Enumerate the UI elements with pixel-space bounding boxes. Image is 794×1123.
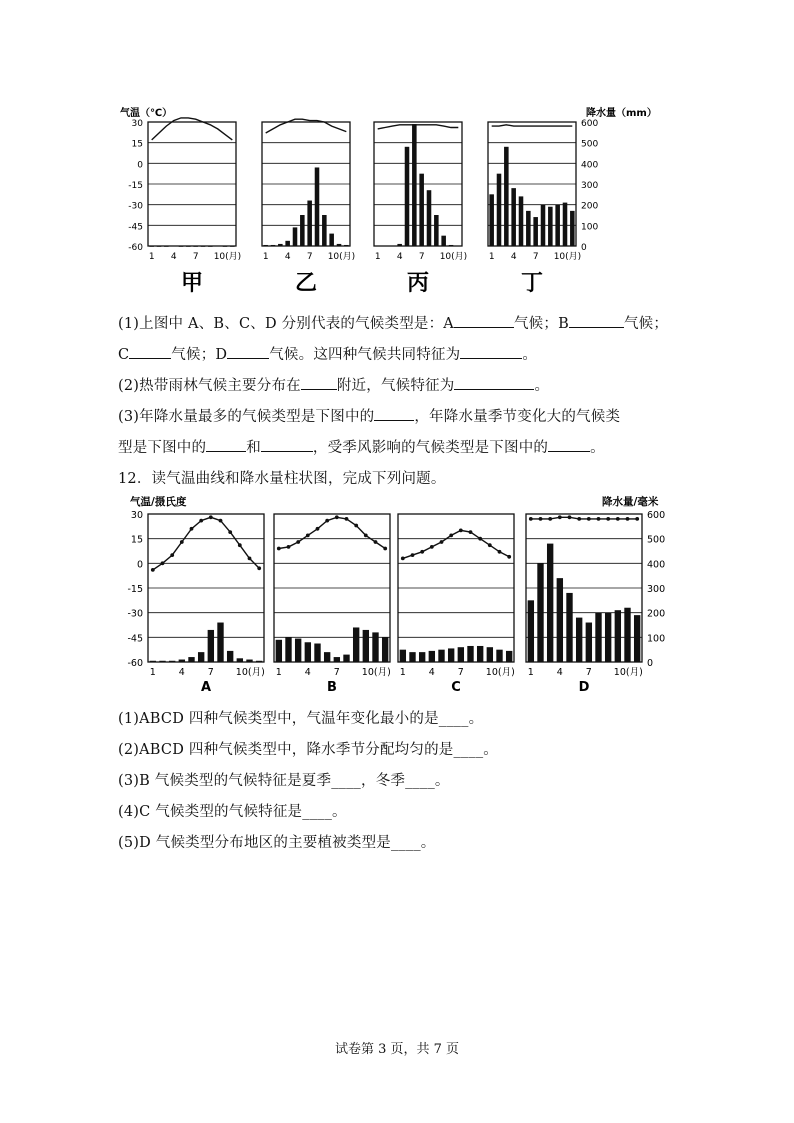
question-3-line-2 <box>118 436 605 457</box>
temperature-point <box>364 534 368 538</box>
precipitation-bar <box>547 544 553 662</box>
temperature-point <box>287 545 291 549</box>
temperature-point <box>277 547 281 551</box>
temperature-curve <box>492 125 573 126</box>
precipitation-bar <box>159 661 165 662</box>
x-tick-label: 7 <box>333 667 340 678</box>
right-tick-label: 600 <box>647 510 666 521</box>
x-tick-label: 1 <box>374 252 381 262</box>
x-tick-label: 4 <box>170 252 177 262</box>
temperature-point <box>606 517 610 521</box>
temperature-point <box>498 550 502 554</box>
temperature-point <box>577 517 581 521</box>
temperature-point <box>440 540 444 544</box>
x-tick-label: 1 <box>148 252 155 262</box>
precipitation-bar <box>157 246 162 247</box>
temperature-point <box>325 519 329 523</box>
temperature-point <box>335 515 339 519</box>
temperature-curve <box>531 517 637 519</box>
x-tick-label: 7 <box>585 667 592 678</box>
precipitation-bar <box>519 196 524 246</box>
precipitation-bar <box>624 608 630 662</box>
temperature-point <box>151 568 155 572</box>
climate-chart-figure-1 <box>116 100 660 300</box>
temperature-point <box>374 540 378 544</box>
temperature-point <box>219 519 223 523</box>
answer-blank[interactable] <box>454 375 534 390</box>
q3-text-b: ，年降水量季节变化大的气候类 <box>414 409 621 425</box>
temperature-point <box>306 534 310 538</box>
answer-blank[interactable] <box>374 406 414 421</box>
right-tick-label: 400 <box>581 160 599 171</box>
x-tick-label: 4 <box>304 667 311 678</box>
right-tick-label: 200 <box>647 608 666 620</box>
temperature-point <box>459 529 463 533</box>
fig2-panel-4 <box>526 514 643 678</box>
fig2-left-ticks <box>127 510 143 669</box>
page-footer: 试卷第 3 页，共 7 页 <box>334 1042 460 1057</box>
precipitation-bar <box>441 236 446 246</box>
temperature-point <box>401 557 405 561</box>
right-tick-label: 400 <box>647 559 666 571</box>
right-tick-label: 0 <box>581 243 587 253</box>
q1-text-c: 气候； <box>623 316 669 332</box>
x-tick-label: 10(月) <box>235 667 265 678</box>
precipitation-bar <box>179 660 185 662</box>
precipitation-bar <box>400 650 406 662</box>
temperature-curve <box>153 517 259 570</box>
x-tick-label: 4 <box>428 667 435 678</box>
precipitation-bar <box>307 201 312 246</box>
fig1-left-axis-label: 气温（℃） <box>120 108 173 119</box>
precipitation-bar <box>171 246 176 247</box>
fig1-panel-labels <box>181 271 543 296</box>
right-tick-label: 600 <box>581 119 599 129</box>
precipitation-bar <box>496 650 502 662</box>
left-tick-label: 0 <box>137 160 143 171</box>
temperature-point <box>170 553 174 557</box>
x-tick-label: 4 <box>556 667 563 678</box>
precipitation-bar <box>293 227 298 246</box>
temperature-point <box>180 540 184 544</box>
precipitation-bar <box>188 657 194 662</box>
precipitation-bar <box>322 215 327 246</box>
temperature-point <box>626 517 630 521</box>
panel-label: 丙 <box>406 271 430 296</box>
x-tick-label: 7 <box>207 667 214 678</box>
x-tick-label: 10(月) <box>327 252 356 262</box>
precipitation-bar <box>397 244 402 246</box>
precipitation-bar <box>511 188 516 246</box>
precipitation-bar <box>285 241 290 246</box>
fig2-left-axis-label: 气温/摄氏度 <box>130 496 187 508</box>
question-12-intro: 12．读气温曲线和降水量柱状图，完成下列问题。 <box>118 471 446 487</box>
sub-question-3: (3)B 气候类型的气候特征是夏季____，冬季____。 <box>118 773 450 789</box>
precipitation-bar <box>217 623 223 662</box>
fig2-panel-labels <box>201 680 590 695</box>
temperature-curve <box>279 517 385 548</box>
left-tick-label: 30 <box>130 510 143 521</box>
temperature-point <box>411 553 415 557</box>
q3-text-d: 和 <box>246 440 261 456</box>
fig1-left-ticks <box>128 119 143 253</box>
panel-label: 乙 <box>294 271 318 296</box>
precipitation-bar <box>429 651 435 662</box>
temperature-point <box>190 527 194 531</box>
precipitation-bar <box>419 174 424 246</box>
temperature-point <box>488 543 492 547</box>
q3-text-f: 。 <box>590 440 605 456</box>
panel-label: C <box>451 680 461 695</box>
q2-text-a: (2)热带雨林气候主要分布在 <box>118 378 301 394</box>
precipitation-bar <box>150 661 156 662</box>
temperature-point <box>161 561 165 565</box>
right-tick-label: 100 <box>581 222 599 233</box>
fig1-panel-1 <box>148 118 241 262</box>
left-tick-label: -60 <box>127 658 143 669</box>
x-tick-label: 7 <box>306 252 313 262</box>
precipitation-bar <box>314 644 320 663</box>
precipitation-bar <box>548 207 553 246</box>
precipitation-bar <box>467 646 473 662</box>
precipitation-bar <box>563 203 568 246</box>
answer-blank[interactable] <box>454 313 514 328</box>
precipitation-bar <box>419 652 425 662</box>
precipitation-bar <box>449 245 454 246</box>
right-tick-label: 500 <box>647 534 666 546</box>
q1-text-b: 气候；B <box>513 316 569 332</box>
precipitation-bar <box>263 245 268 246</box>
precipitation-bar <box>372 632 378 662</box>
precipitation-bar <box>489 194 494 246</box>
fig1-panel-3 <box>374 122 467 262</box>
temperature-point <box>209 515 213 519</box>
precipitation-bar <box>456 246 461 247</box>
temperature-point <box>383 547 387 551</box>
precipitation-bar <box>382 637 388 662</box>
precipitation-bar <box>208 246 213 247</box>
x-tick-label: 1 <box>527 667 534 678</box>
precipitation-bar <box>497 174 502 246</box>
temperature-point <box>296 540 300 544</box>
temperature-curve <box>152 118 233 140</box>
climate-chart-figure-2 <box>116 490 686 700</box>
temperature-point <box>257 566 261 570</box>
precipitation-bar <box>149 246 154 247</box>
precipitation-bar <box>343 655 349 662</box>
temperature-point <box>507 555 511 559</box>
precipitation-bar <box>169 661 175 662</box>
precipitation-bar <box>305 642 311 662</box>
right-tick-label: 300 <box>647 584 666 595</box>
answer-blank[interactable] <box>227 344 269 359</box>
answer-blank[interactable] <box>206 437 246 452</box>
sub-question-2: (2)ABCD 四种气候类型中，降水季节分配均匀的是____。 <box>118 742 498 758</box>
fig1-panel-2 <box>262 119 355 262</box>
temperature-point <box>316 527 320 531</box>
x-tick-label: 10(月) <box>361 667 391 678</box>
sub-question-1: (1)ABCD 四种气候类型中，气温年变化最小的是____。 <box>118 711 484 727</box>
temperature-point <box>539 517 543 521</box>
x-tick-label: 10(月) <box>553 252 582 262</box>
x-tick-label: 7 <box>192 252 199 262</box>
x-tick-label: 10(月) <box>485 667 515 678</box>
question-2 <box>118 374 549 395</box>
precipitation-bar <box>186 246 191 247</box>
q1-text-f: 气候。这四种气候共同特征为 <box>269 347 461 363</box>
answer-blank[interactable] <box>548 437 590 452</box>
precipitation-bar <box>324 652 330 662</box>
precipitation-bar <box>215 246 220 247</box>
temperature-point <box>420 550 424 554</box>
x-tick-label: 4 <box>178 667 185 678</box>
q1-text-d: C <box>118 347 130 363</box>
sub-question-4: (4)C 气候类型的气候特征是____。 <box>118 804 347 820</box>
precipitation-bar <box>458 647 464 662</box>
left-tick-label: -30 <box>128 201 143 212</box>
precipitation-bar <box>477 646 483 662</box>
precipitation-bar <box>329 234 334 246</box>
precipitation-bar <box>278 244 283 246</box>
fig2-panels <box>148 514 643 678</box>
precipitation-bar <box>615 610 621 662</box>
precipitation-bar <box>555 205 560 246</box>
temperature-point <box>199 519 203 523</box>
q3-text-a: (3)年降水量最多的气候类型是下图中的 <box>118 409 375 425</box>
precipitation-bar <box>375 246 380 247</box>
precipitation-bar <box>344 245 349 246</box>
precipitation-bar <box>208 630 214 662</box>
temperature-point <box>469 530 473 534</box>
precipitation-bar <box>276 640 282 662</box>
precipitation-bar <box>506 651 512 662</box>
precipitation-bar <box>237 658 243 662</box>
panel-label: 丁 <box>520 271 544 296</box>
x-tick-label: 1 <box>149 667 156 678</box>
precipitation-bar <box>586 623 592 662</box>
precipitation-bar <box>230 246 235 247</box>
precipitation-bar <box>541 205 546 246</box>
right-tick-label: 300 <box>581 181 599 191</box>
temperature-point <box>228 530 232 534</box>
precipitation-bar <box>487 647 493 662</box>
precipitation-bar <box>526 211 531 246</box>
precipitation-bar <box>595 613 601 662</box>
right-tick-label: 100 <box>647 633 666 645</box>
temperature-point <box>558 515 562 519</box>
x-tick-label: 7 <box>457 667 464 678</box>
left-tick-label: -15 <box>128 181 143 191</box>
precipitation-bar <box>337 244 342 246</box>
x-tick-label: 10(月) <box>613 667 643 678</box>
precipitation-bar <box>198 652 204 662</box>
temperature-point <box>597 517 601 521</box>
x-tick-label: 10(月) <box>439 252 468 262</box>
temperature-curve <box>266 119 347 133</box>
left-tick-label: 30 <box>131 119 143 129</box>
precipitation-bar <box>164 246 169 247</box>
fig1-right-ticks <box>581 119 598 253</box>
precipitation-bar <box>438 650 444 662</box>
left-tick-label: 15 <box>131 139 143 150</box>
panel-label: A <box>200 680 212 695</box>
temperature-point <box>548 517 552 521</box>
left-tick-label: 0 <box>136 559 143 571</box>
q2-text-b: 附近，气候特征为 <box>336 378 455 394</box>
temperature-point <box>248 557 252 561</box>
right-tick-label: 500 <box>581 139 599 150</box>
temperature-curve <box>378 125 459 129</box>
sub-question-5: (5)D 气候类型分布地区的主要植被类型是____。 <box>118 835 436 851</box>
x-tick-label: 1 <box>262 252 269 262</box>
x-tick-label: 7 <box>532 252 539 262</box>
panel-label: B <box>327 680 337 695</box>
answer-blank[interactable] <box>460 344 522 359</box>
q2-text-c: 。 <box>534 378 550 394</box>
precipitation-bar <box>570 211 575 246</box>
x-tick-label: 1 <box>488 252 495 262</box>
fig2-panel-2 <box>274 514 391 678</box>
left-tick-label: -45 <box>128 222 143 233</box>
x-tick-label: 4 <box>396 252 403 262</box>
temperature-point <box>568 515 572 519</box>
precipitation-bar <box>383 246 388 247</box>
answer-blank[interactable] <box>261 437 313 452</box>
q3-text-e: ，受季风影响的气候类型是下图中的 <box>312 440 549 456</box>
fig2-right-ticks <box>647 510 665 669</box>
temperature-point <box>616 517 620 521</box>
temperature-point <box>478 537 482 541</box>
precipitation-bar <box>285 637 291 662</box>
fig1-right-axis-label: 降水量（mm） <box>586 108 657 119</box>
x-tick-label: 1 <box>275 667 282 678</box>
precipitation-bar <box>223 246 228 247</box>
answer-blank[interactable] <box>301 375 337 390</box>
precipitation-bar <box>256 661 262 662</box>
fig1-panels <box>148 118 581 262</box>
q1-text-e: 气候；D <box>171 347 228 363</box>
precipitation-bar <box>533 217 538 246</box>
precipitation-bar <box>537 563 543 662</box>
precipitation-bar <box>557 578 563 662</box>
temperature-point <box>238 543 242 547</box>
precipitation-bar <box>448 648 454 662</box>
precipitation-bar <box>363 630 369 662</box>
precipitation-bar <box>353 627 359 662</box>
temperature-point <box>529 517 533 521</box>
precipitation-bar <box>409 652 415 662</box>
precipitation-bar <box>566 593 572 662</box>
temperature-point <box>354 524 358 528</box>
fig2-panel-3 <box>398 514 515 678</box>
precipitation-bar <box>179 246 184 247</box>
precipitation-bar <box>605 613 611 662</box>
precipitation-bar <box>227 651 233 662</box>
temperature-curve <box>403 530 509 558</box>
answer-blank[interactable] <box>129 344 171 359</box>
q3-text-c: 型是下图中的 <box>118 440 207 456</box>
q1-text-a: (1)上图中 A、B、C、D 分别代表的气候类型是：A <box>118 316 454 332</box>
precipitation-bar <box>315 167 320 246</box>
question-1-line-2 <box>118 343 537 364</box>
precipitation-bar <box>334 657 340 662</box>
left-tick-label: -15 <box>127 584 143 595</box>
precipitation-bar <box>201 246 206 247</box>
precipitation-bar <box>504 147 509 246</box>
question-1-line-1 <box>118 312 668 333</box>
precipitation-bar <box>295 639 301 662</box>
temperature-point <box>430 545 434 549</box>
temperature-point <box>587 517 591 521</box>
precipitation-bar <box>434 215 439 246</box>
precipitation-bar <box>300 215 305 246</box>
x-tick-label: 1 <box>399 667 406 678</box>
x-tick-label: 4 <box>284 252 291 262</box>
x-tick-label: 7 <box>418 252 425 262</box>
precipitation-bar <box>412 124 417 246</box>
x-tick-label: 10(月) <box>213 252 242 262</box>
precipitation-bar <box>271 245 276 246</box>
left-tick-label: -45 <box>127 633 143 645</box>
precipitation-bar <box>246 660 252 662</box>
temperature-point <box>449 534 453 538</box>
precipitation-bar <box>576 618 582 662</box>
temperature-point <box>345 517 349 521</box>
precipitation-bar <box>634 615 640 662</box>
q1-text-g: 。 <box>522 347 538 363</box>
fig1-panel-4 <box>488 122 581 262</box>
precipitation-bar <box>528 600 534 662</box>
right-tick-label: 200 <box>581 201 599 212</box>
temperature-point <box>635 517 639 521</box>
left-tick-label: -60 <box>128 243 143 253</box>
right-tick-label: 0 <box>647 658 654 669</box>
fig2-panel-1 <box>148 514 265 678</box>
fig2-right-axis-label: 降水量/毫米 <box>602 496 659 508</box>
panel-label: D <box>578 680 590 695</box>
question-3-line-1 <box>118 405 620 426</box>
precipitation-bar <box>390 246 395 247</box>
x-tick-label: 4 <box>510 252 517 262</box>
left-tick-label: -30 <box>127 608 143 620</box>
precipitation-bar <box>427 190 432 246</box>
precipitation-bar <box>405 147 410 246</box>
answer-blank[interactable] <box>569 313 624 328</box>
panel-label: 甲 <box>180 271 204 296</box>
precipitation-bar <box>193 246 198 247</box>
left-tick-label: 15 <box>130 534 143 546</box>
